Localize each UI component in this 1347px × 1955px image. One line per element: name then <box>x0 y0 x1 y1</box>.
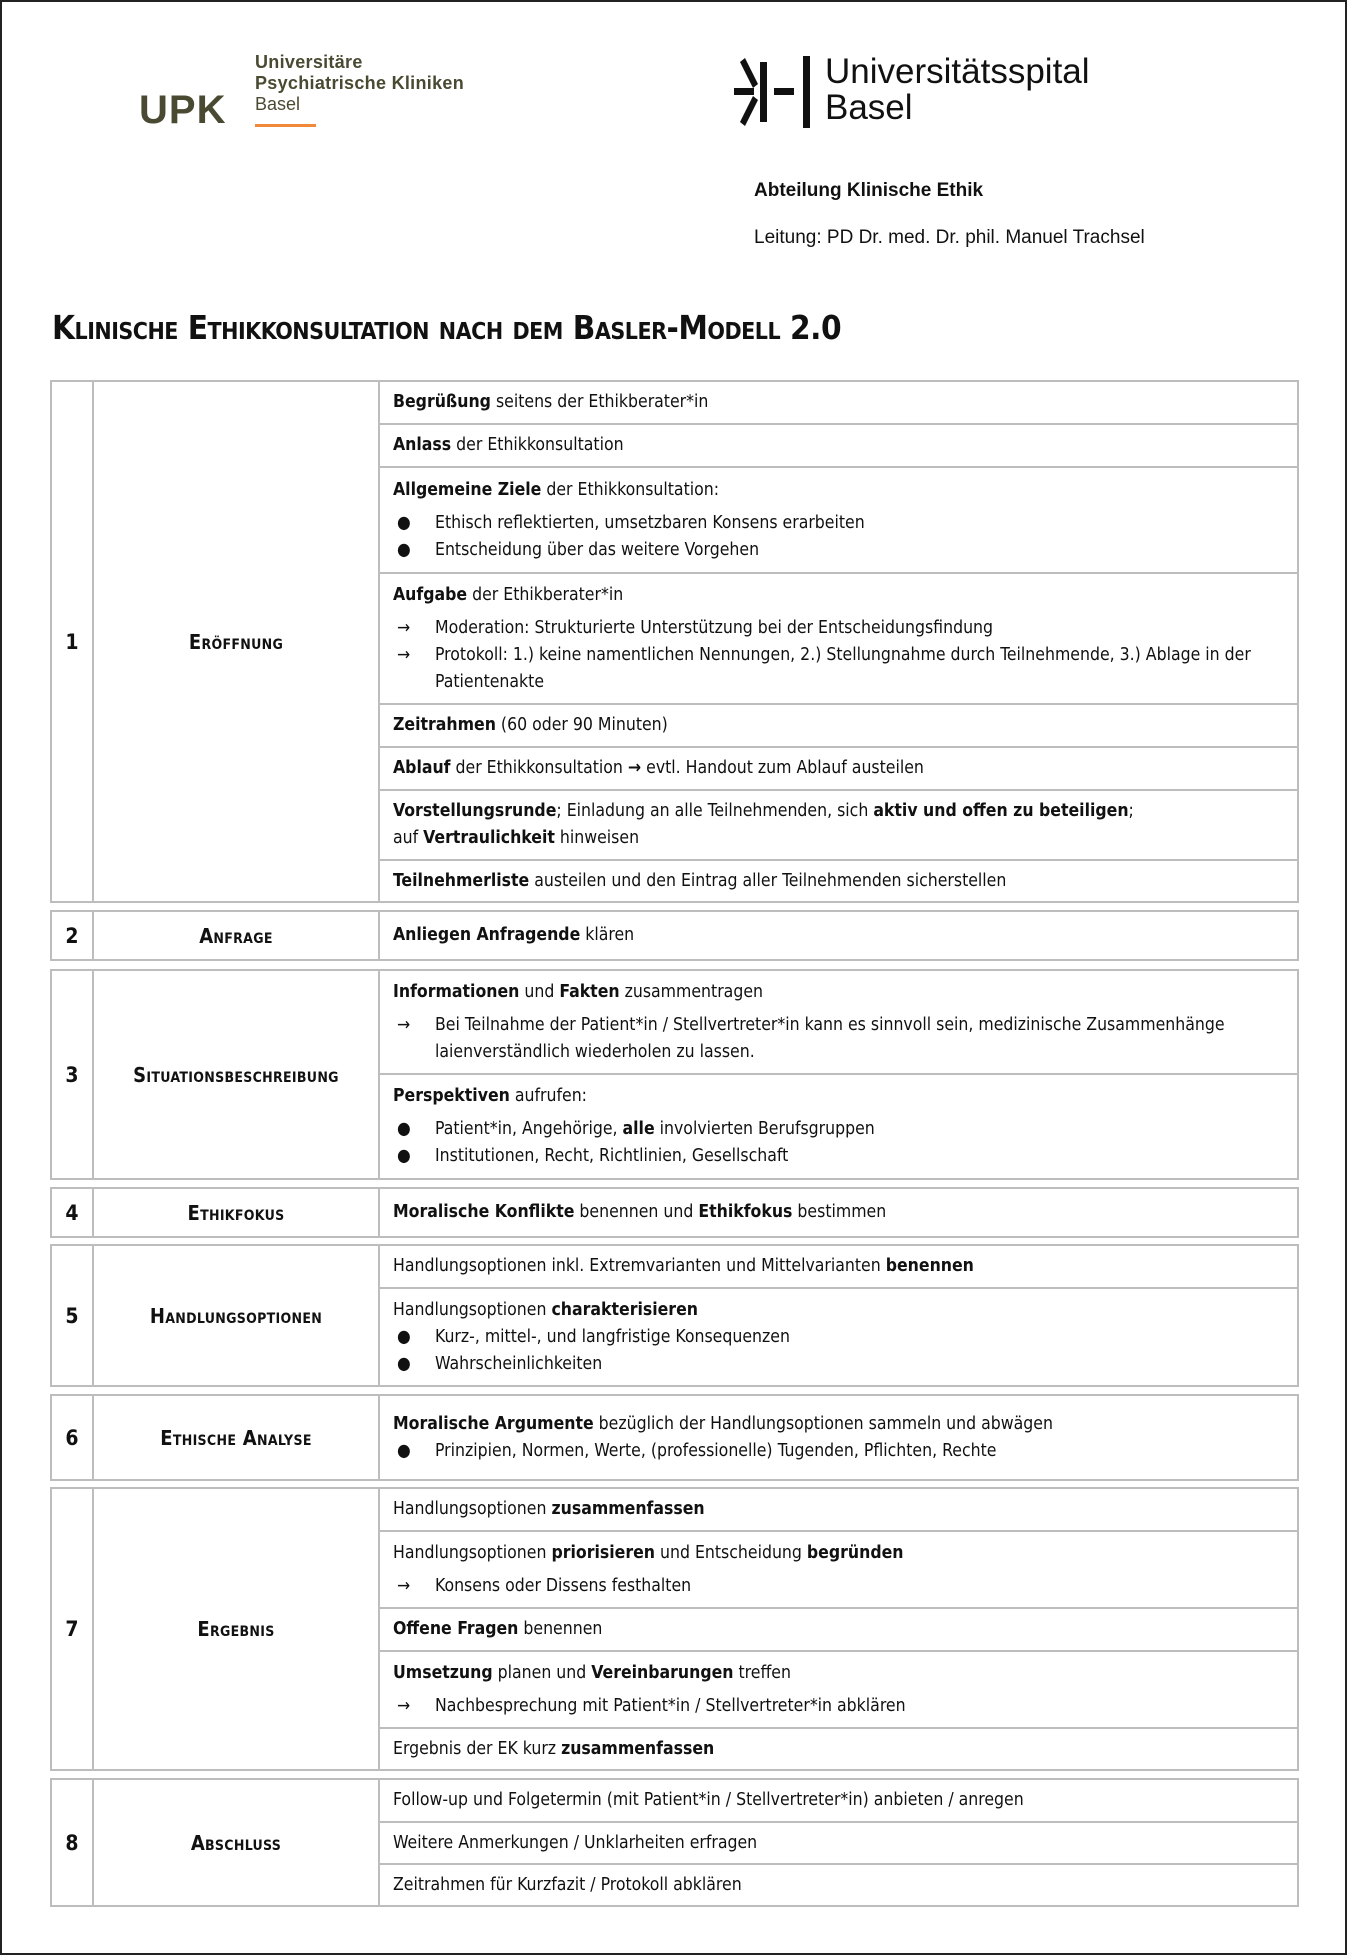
step-text: der Ethikkonsultation: <box>541 479 720 500</box>
upk-accent-bar <box>255 124 316 127</box>
step-keyword: Anliegen Anfragende <box>393 925 581 945</box>
list-item: ● Wahrscheinlichkeiten <box>393 1351 1285 1378</box>
department-name: Abteilung Klinische Ethik <box>754 180 984 201</box>
section-label: Ethische Analyse <box>94 1396 380 1479</box>
section-anfrage <box>50 910 1299 961</box>
upk-logo-mark: UPK <box>139 88 227 132</box>
section-number: 2 <box>52 912 94 959</box>
section-content <box>380 1489 1297 1769</box>
step-ziele <box>380 468 1297 574</box>
section-label: Anfrage <box>94 912 380 959</box>
step-keyword: Moralische Argumente <box>393 1413 594 1434</box>
arrow-right-icon: → <box>397 1014 411 1035</box>
usb-line1: Universitätsspital <box>825 52 1090 91</box>
upk-line3: Basel <box>255 94 301 114</box>
bullet-icon: ● <box>397 1440 411 1461</box>
list-item: ● Entscheidung über das weitere Vorgehen <box>393 537 1285 564</box>
step-keyword: Offene Fragen <box>393 1619 519 1639</box>
upk-line1: Universitäre <box>255 52 363 72</box>
step-text: der Ethikkonsultation <box>450 758 628 778</box>
bullet-icon: ● <box>397 539 411 560</box>
step-keyword: Begrüßung <box>393 392 491 412</box>
bullet-icon: ● <box>397 1353 411 1374</box>
step-kurzfazit: Zeitrahmen für Kurzfazit / Protokoll abklären <box>393 1874 742 1895</box>
bullet-icon: ● <box>397 1119 411 1139</box>
step-text: austeilen und den Eintrag aller Teilnehmenden sicherstellen <box>529 870 1007 891</box>
step-moralische-argumente: Moralische Argumente bezüglich der Handlungsoptionen sammeln und abwägen ● Prinzipien, Normen, Werte, (professionelle) Tugenden, Pflichten, Rechte <box>380 1396 1297 1479</box>
section-eroeffnung <box>50 380 1299 903</box>
step-keyword: Perspektiven <box>393 1086 510 1106</box>
upk-line2: Psychiatrische Kliniken <box>255 73 464 93</box>
section-ergebnis <box>50 1487 1299 1771</box>
arrow-right-icon: → <box>627 758 642 778</box>
bullet-icon: ● <box>397 1326 411 1347</box>
section-label: Ethikfokus <box>94 1189 380 1236</box>
step-text: der Ethikkonsultation <box>451 435 624 455</box>
list-item: → Bei Teilnahme der Patient*in / Stellvertreter*in kann es sinnvoll sein, medizinische Zusammenhänge laienverständlich wiederholen zu lassen. <box>393 1012 1285 1066</box>
step-zeitrahmen <box>380 705 1297 748</box>
section-number: 8 <box>52 1780 94 1905</box>
step-text: evtl. Handout zum Ablauf austeilen <box>641 758 924 778</box>
step-moralische-konflikte: Moralische Konflikte benennen und Ethikfokus bestimmen <box>393 1202 887 1222</box>
step-informationen: Informationen und Fakten zusammentragen → Bei Teilnahme der Patient*in / Stellvertreter*in kann es sinnvoll sein, medizinische Zusammenhänge laienverständlich wiederholen zu lassen. <box>380 971 1297 1075</box>
section-label: Handlungsoptionen <box>94 1246 380 1385</box>
section-number: 5 <box>52 1246 94 1385</box>
list-item: → Protokoll: 1.) keine namentlichen Nennungen, 2.) Stellungnahme durch Teilnehmende, 3.) Ablage in der Patientenakte <box>393 642 1285 696</box>
step-keyword: Moralische Konflikte <box>393 1202 575 1222</box>
section-content <box>380 1189 1297 1236</box>
step-ergebnis-zusammenfassen: Ergebnis der EK kurz zusammenfassen <box>393 1738 715 1759</box>
step-keyword: Aufgabe <box>393 584 468 605</box>
section-number: 3 <box>52 971 94 1178</box>
step-anliegen <box>380 912 1297 959</box>
section-number: 4 <box>52 1189 94 1236</box>
step-anmerkungen: Weitere Anmerkungen / Unklarheiten erfragen <box>380 1823 1297 1865</box>
step-keyword: benennen <box>885 1256 974 1276</box>
step-keyword: Ablauf <box>393 758 451 778</box>
step-text: der Ethikberater*in <box>467 584 624 605</box>
step-offene-fragen: Offene Fragen benennen <box>380 1609 1297 1652</box>
page-title: Klinische Ethikkonsultation nach dem Basler-Modell 2.0 <box>52 308 842 347</box>
step-keyword: zusammenfassen <box>561 1738 715 1759</box>
list-item: → Nachbesprechung mit Patient*in / Stellvertreter*in abklären <box>393 1693 1285 1720</box>
section-label: Situationsbeschreibung <box>94 971 380 1178</box>
step-benennen: Handlungsoptionen inkl. Extremvarianten und Mittelvarianten benennen <box>380 1246 1297 1289</box>
step-teilnehmerliste <box>380 861 1297 901</box>
list-item: ● Patient*in, Angehörige, alle involvierten Berufsgruppen <box>393 1116 1285 1143</box>
section-content <box>380 1396 1297 1479</box>
bullet-icon: ● <box>397 1146 411 1166</box>
step-keyword: Allgemeine Ziele <box>393 479 542 500</box>
section-content <box>380 971 1297 1178</box>
department-lead: Leitung: PD Dr. med. Dr. phil. Manuel Trachsel <box>754 227 1145 248</box>
list-item: → Konsens oder Dissens festhalten <box>393 1573 1285 1600</box>
list-item: → Moderation: Strukturierte Unterstützung bei der Entscheidungsfindung <box>393 615 1285 642</box>
step-text: (60 oder 90 Minuten) <box>495 715 668 735</box>
step-anlass <box>380 425 1297 468</box>
list-item: ● Kurz-, mittel-, und langfristige Konsequenzen <box>393 1324 1285 1351</box>
section-content <box>380 382 1297 901</box>
step-text: klären <box>580 925 635 945</box>
usb-logo-icon <box>734 56 814 128</box>
arrow-right-icon: → <box>397 1575 411 1596</box>
step-keyword: Vorstellungsrunde <box>393 801 557 821</box>
step-umsetzung: Umsetzung planen und Vereinbarungen treffen → Nachbesprechung mit Patient*in / Stellvertreter*in abklären <box>380 1652 1297 1729</box>
usb-line2: Basel <box>825 88 913 127</box>
step-keyword: Zeitrahmen <box>393 715 496 735</box>
section-number: 1 <box>52 382 94 901</box>
step-ablauf <box>380 748 1297 791</box>
step-keyword: charakterisieren <box>551 1299 698 1320</box>
step-keyword: Informationen <box>393 981 520 1002</box>
section-handlungsoptionen <box>50 1244 1299 1387</box>
step-priorisieren: Handlungsoptionen priorisieren und Entscheidung begründen → Konsens oder Dissens festhalten <box>380 1532 1297 1609</box>
usb-logo-text <box>825 54 1090 126</box>
section-abschluss <box>50 1778 1299 1907</box>
step-text: seitens der Ethikberater*in <box>490 392 709 412</box>
section-situationsbeschreibung <box>50 969 1299 1180</box>
step-vorstellungsrunde: Vorstellungsrunde; Einladung an alle Teilnehmenden, sich aktiv und offen zu beteiligen; auf Vertraulichkeit hinweisen <box>380 791 1297 861</box>
arrow-right-icon: → <box>397 617 411 638</box>
section-number: 7 <box>52 1489 94 1769</box>
step-follow-up: Follow-up und Folgetermin (mit Patient*in / Stellvertreter*in) anbieten / anregen <box>380 1780 1297 1823</box>
list-item: ● Institutionen, Recht, Richtlinien, Gesellschaft <box>393 1143 1285 1170</box>
step-charakterisieren: Handlungsoptionen charakterisieren ● Kurz-, mittel-, und langfristige Konsequenzen ● Wahrscheinlichkeiten <box>380 1289 1297 1385</box>
step-zusammenfassen: Handlungsoptionen zusammenfassen <box>380 1489 1297 1532</box>
upk-logo-text <box>255 52 464 115</box>
section-content <box>380 912 1297 959</box>
section-content <box>380 1780 1297 1905</box>
step-begruessung <box>380 382 1297 425</box>
section-ethikfokus <box>50 1187 1299 1238</box>
step-keyword: zusammenfassen <box>551 1499 705 1519</box>
step-keyword: Umsetzung <box>393 1662 493 1683</box>
bullet-icon: ● <box>397 512 411 533</box>
arrow-right-icon: → <box>397 644 411 665</box>
section-number: 6 <box>52 1396 94 1479</box>
section-label: Ergebnis <box>94 1489 380 1769</box>
step-keyword: Teilnehmerliste <box>393 870 530 891</box>
section-label: Abschluss <box>94 1780 380 1905</box>
list-item: ● Prinzipien, Normen, Werte, (professionelle) Tugenden, Pflichten, Rechte <box>393 1438 1285 1465</box>
section-label: Eröffnung <box>94 382 380 901</box>
list-item: ● Ethisch reflektierten, umsetzbaren Konsens erarbeiten <box>393 510 1285 537</box>
step-perspektiven: Perspektiven aufrufen: ● Patient*in, Angehörige, alle involvierten Berufsgruppen ● Institutionen, Recht, Richtlinien, Gesellschaft <box>380 1075 1297 1178</box>
section-ethische-analyse <box>50 1394 1299 1481</box>
arrow-right-icon: → <box>397 1695 411 1716</box>
step-aufgabe <box>380 574 1297 705</box>
section-content <box>380 1246 1297 1385</box>
step-keyword: Anlass <box>393 435 452 455</box>
